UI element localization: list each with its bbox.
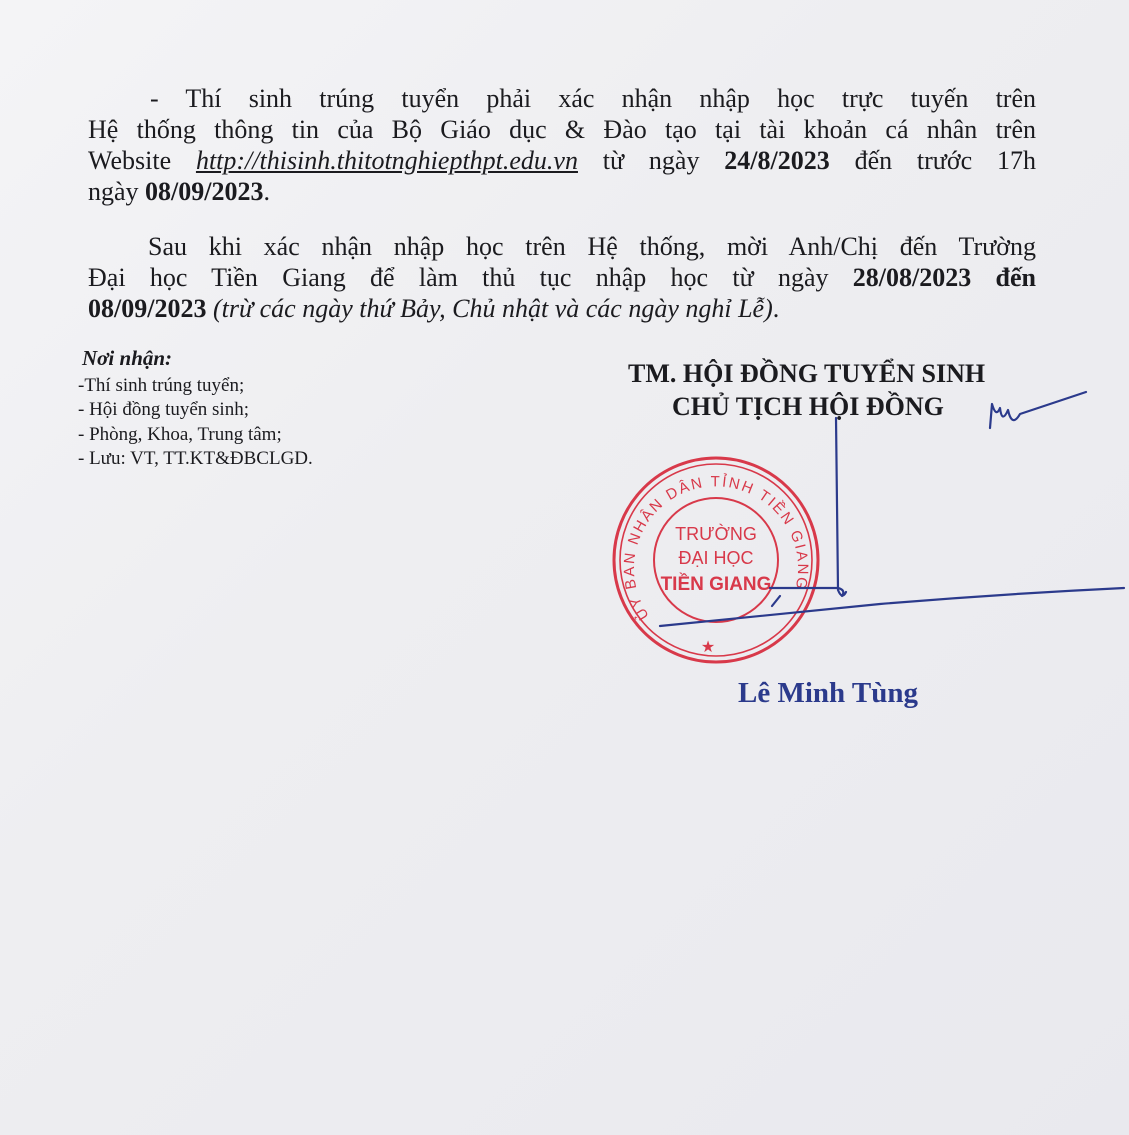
signature-title-line2: CHỦ TỊCH HỘI ĐỒNG: [672, 392, 944, 421]
recipient-item: - Lưu: VT, TT.KT&ĐBCLGD.: [78, 448, 313, 469]
recipients-heading: Nơi nhận:: [82, 346, 173, 370]
paragraph1-line1: - Thí sinh trúng tuyển phải xác nhận nhập học trực tuyến trên: [150, 84, 1036, 113]
stamp-ring-text: ỦY BAN NHÂN DÂN TỈNH TIỀN GIANG: [620, 473, 812, 623]
end-date: 08/09/2023: [145, 177, 264, 206]
paragraph2-line2: Đại học Tiền Giang để làm thủ tục nhập học từ ngày 28/08/2023 đến: [88, 263, 1036, 292]
paragraph2-line1: Sau khi xác nhận nhập học trên Hệ thống, mời Anh/Chị đến Trường: [148, 232, 1036, 261]
paragraph2-line3: 08/09/2023 (trừ các ngày thứ Bảy, Chủ nhật và các ngày nghỉ Lễ).: [88, 294, 780, 323]
signature-title-line1: TM. HỘI ĐỒNG TUYỂN SINH: [628, 359, 986, 388]
stamp-star-icon: ★: [700, 637, 716, 656]
paragraph1-line2: Hệ thống thông tin của Bộ Giáo dục & Đào tạo tại tài khoản cá nhân trên: [88, 115, 1036, 144]
paragraph1-line4: ngày 08/09/2023.: [88, 177, 270, 206]
stamp-center-line2: ĐẠI HỌC: [678, 548, 754, 568]
recipient-item: - Hội đồng tuyển sinh;: [78, 399, 249, 420]
recipient-item: - Phòng, Khoa, Trung tâm;: [78, 423, 282, 445]
stamp-center-line3: TIỀN GIANG: [660, 574, 772, 595]
stamp-center-line1: TRƯỜNG: [675, 524, 757, 544]
website-link[interactable]: http://thisinh.thitotnghiepthpt.edu.vn: [195, 146, 578, 175]
signer-name: Lê Minh Tùng: [738, 677, 918, 709]
start-date: 24/8/2023: [724, 146, 830, 175]
recipient-item: -Thí sinh trúng tuyển;: [78, 374, 245, 396]
paragraph1-line3: Website http://thisinh.thitotnghiepthpt.edu.vn từ ngày 24/8/2023 đến trước 17h: [88, 146, 1037, 175]
